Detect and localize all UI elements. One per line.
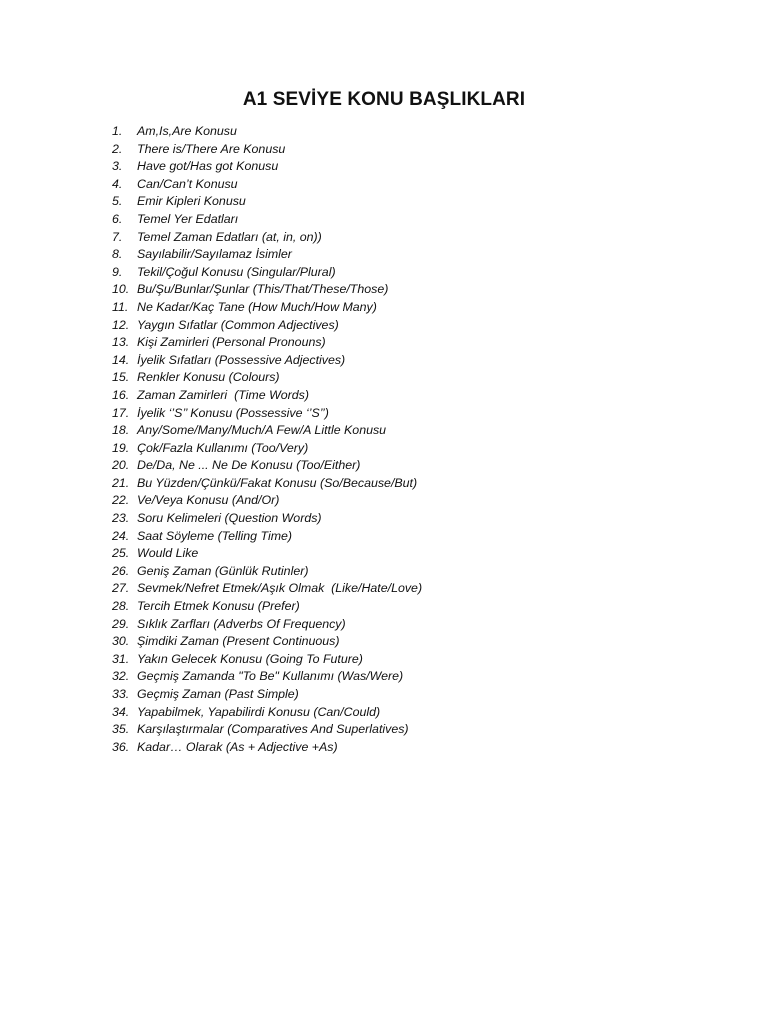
list-item-number: 5. [112, 194, 123, 209]
list-item [112, 334, 672, 352]
list-item-number: 27. [112, 581, 130, 596]
list-item-text: Renkler Konusu (Colours) [137, 370, 280, 385]
list-item-text: Karşılaştırmalar (Comparatives And Superlatives) [137, 722, 409, 737]
list-item [112, 141, 672, 159]
list-item-text: Geniş Zaman (Günlük Rutinler) [137, 563, 309, 578]
list-item [112, 545, 672, 563]
list-item-number: 14. [112, 352, 130, 367]
list-item [112, 246, 672, 264]
list-item-text: Yakın Gelecek Konusu (Going To Future) [137, 651, 363, 666]
list-item-number: 1. [112, 124, 123, 138]
list-item [112, 651, 672, 669]
list-item-text: Geçmiş Zaman (Past Simple) [137, 687, 299, 701]
list-item [112, 739, 672, 757]
list-item-number: 6. [112, 211, 123, 226]
list-item-text: Emir Kipleri Konusu [137, 194, 246, 209]
list-item-text: İyelik Sıfatları (Possessive Adjectives) [137, 352, 346, 367]
list-item-text: Temel Yer Edatları [137, 211, 239, 226]
list-item-text: Am,Is,Are Konusu [137, 124, 237, 138]
list-item-number: 32. [112, 669, 130, 684]
list-item-number: 25. [112, 546, 130, 561]
list-item [112, 281, 672, 299]
list-item-text: De/Da, Ne ... Ne De Konusu (Too/Either) [137, 458, 361, 473]
list-item-number: 34. [112, 704, 130, 719]
list-item [112, 229, 672, 247]
list-item-number: 21. [112, 475, 130, 490]
list-item-text: Ne Kadar/Kaç Tane (How Much/How Many) [137, 299, 377, 314]
list-item-text: Bu Yüzden/Çünkü/Fakat Konusu (So/Because/But) [137, 475, 418, 490]
list-item-text: Saat Söyleme (Telling Time) [137, 528, 293, 543]
list-item-text: Çok/Fazla Kullanımı (Too/Very) [137, 440, 309, 455]
list-item-number: 18. [112, 423, 130, 438]
list-item-text: Yapabilmek, Yapabilirdi Konusu (Can/Could) [137, 704, 381, 719]
list-item-number: 33. [112, 687, 130, 701]
list-item-text: İyelik ‘’S’’ Konusu (Possessive ‘’S’’) [137, 405, 329, 420]
list-item [112, 440, 672, 458]
list-item-number: 20. [112, 458, 130, 473]
list-item [112, 422, 672, 440]
list-item-number: 24. [112, 528, 130, 543]
list-item [112, 387, 672, 405]
list-item-number: 9. [112, 264, 123, 279]
list-item-number: 29. [112, 616, 130, 631]
list-item [112, 211, 672, 229]
list-item-number: 19. [112, 440, 130, 455]
list-item-text: Zaman Zamirleri (Time Words) [137, 387, 309, 402]
list-item-number: 15. [112, 370, 130, 385]
list-item-text: There is/There Are Konusu [137, 141, 286, 156]
list-item [112, 158, 672, 176]
list-item-number: 8. [112, 247, 123, 262]
list-item [112, 475, 672, 493]
list-item [112, 686, 672, 704]
list-item [112, 317, 672, 335]
list-item [112, 264, 672, 282]
list-item-number: 26. [112, 563, 130, 578]
list-item-text: Temel Zaman Edatları (at, in, on)) [137, 229, 322, 244]
list-item [112, 563, 672, 581]
topic-list [112, 123, 672, 756]
list-item-text: Sıklık Zarfları (Adverbs Of Frequency) [137, 616, 346, 631]
list-item [112, 193, 672, 211]
list-item-text: Have got/Has got Konusu [137, 159, 279, 174]
list-item-text: Geçmiş Zamanda "To Be" Kullanımı (Was/Were) [137, 669, 404, 684]
list-item [112, 616, 672, 634]
list-item-number: 2. [112, 141, 123, 156]
list-item-text: Yaygın Sıfatlar (Common Adjectives) [137, 317, 339, 332]
list-item [112, 492, 672, 510]
list-item-number: 3. [112, 159, 123, 174]
list-item-number: 13. [112, 335, 130, 350]
list-item [112, 369, 672, 387]
list-item [112, 598, 672, 616]
list-item-number: 16. [112, 387, 130, 402]
list-item-text: Tekil/Çoğul Konusu (Singular/Plural) [137, 264, 336, 279]
list-item [112, 704, 672, 722]
page-title: A1 SEVİYE KONU BAŞLIKLARI [242, 89, 526, 110]
list-item [112, 299, 672, 317]
list-item-text: Ve/Veya Konusu (And/Or) [137, 493, 280, 508]
list-item-number: 30. [112, 634, 130, 649]
list-item-number: 11. [112, 299, 129, 314]
list-item-number: 31. [112, 651, 130, 666]
list-item-number: 22. [112, 493, 130, 508]
list-item-number: 36. [112, 739, 130, 754]
list-item-text: Sevmek/Nefret Etmek/Aşık Olmak (Like/Hate/Love) [137, 581, 423, 596]
list-item-text: Can/Can’t Konusu [137, 176, 238, 191]
list-item-text: Kadar… Olarak (As + Adjective +As) [137, 739, 338, 754]
list-item [112, 633, 672, 651]
list-item-text: Kişi Zamirleri (Personal Pronouns) [137, 335, 326, 350]
list-item-text: Any/Some/Many/Much/A Few/A Little Konusu [137, 423, 387, 438]
list-item [112, 721, 672, 739]
list-item-text: Şimdiki Zaman (Present Continuous) [137, 634, 340, 649]
list-item-number: 23. [112, 511, 130, 526]
list-item [112, 352, 672, 370]
list-item-text: Sayılabilir/Sayılamaz İsimler [137, 247, 292, 262]
list-item [112, 405, 672, 423]
list-item [112, 510, 672, 528]
list-item-text: Soru Kelimeleri (Question Words) [137, 511, 322, 526]
list-item [112, 580, 672, 598]
list-item-number: 4. [112, 176, 123, 191]
list-item-text: Tercih Etmek Konusu (Prefer) [137, 599, 300, 614]
list-item-number: 12. [112, 317, 130, 332]
list-item-number: 28. [112, 599, 130, 614]
list-item [112, 668, 672, 686]
list-item-text: Bu/Şu/Bunlar/Şunlar (This/That/These/Those) [137, 282, 389, 297]
list-item [112, 176, 672, 194]
list-item-text: Would Like [137, 546, 199, 561]
list-item [112, 123, 672, 141]
list-item [112, 528, 672, 546]
list-item-number: 17. [112, 405, 130, 420]
list-item-number: 10. [112, 282, 130, 297]
list-item-number: 35. [112, 722, 130, 737]
list-item-number: 7. [112, 229, 123, 244]
list-item [112, 457, 672, 475]
